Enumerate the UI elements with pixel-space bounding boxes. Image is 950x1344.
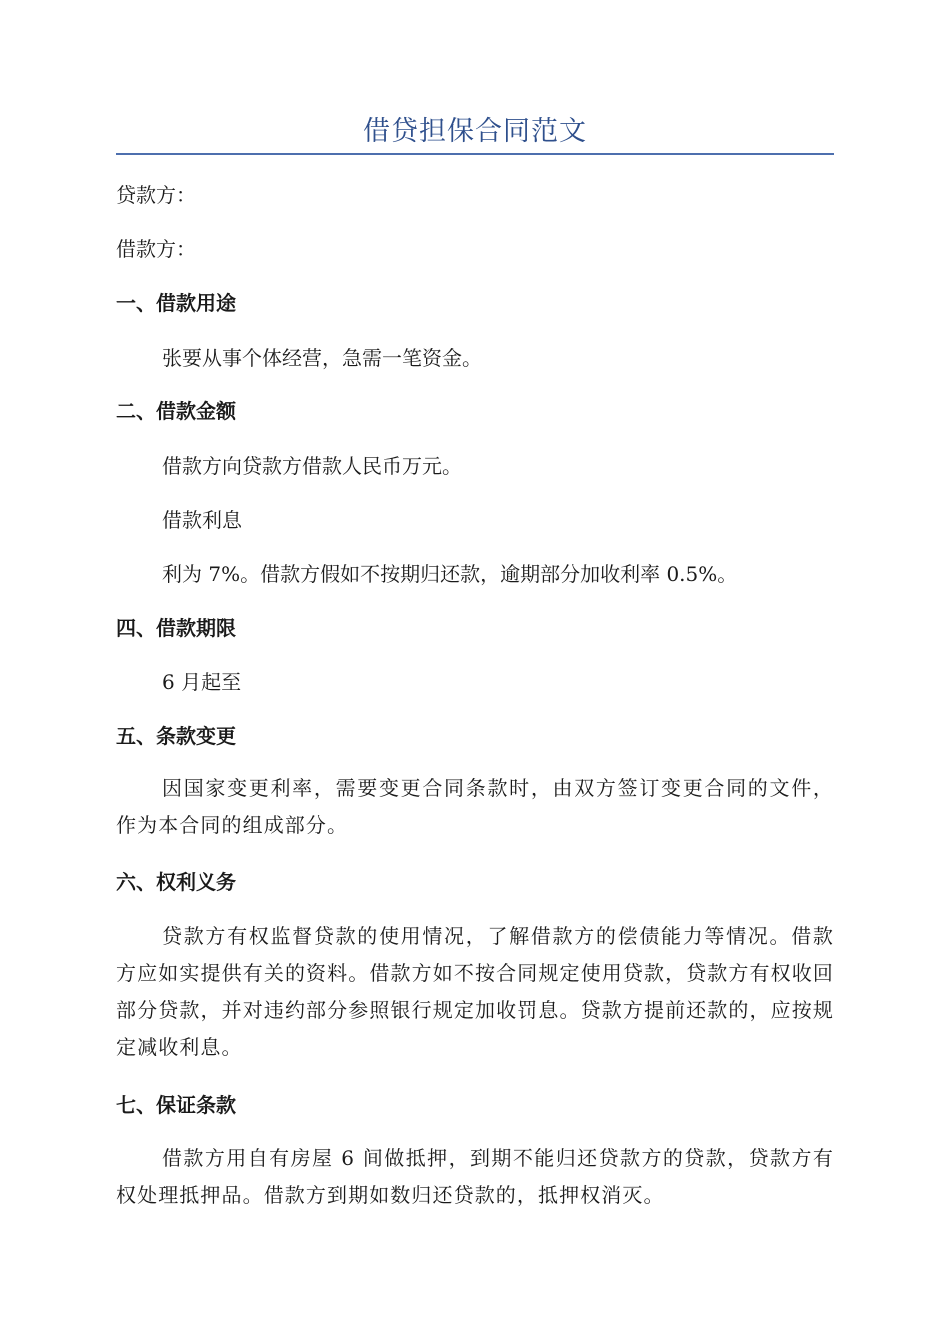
document-title: 借贷担保合同范文	[363, 116, 587, 147]
section-text-purpose: 张要从事个体经营，急需一笔资金。	[162, 346, 482, 370]
section-heading-guarantee: 七、保证条款	[116, 1093, 236, 1117]
lender-label: 贷款方：	[116, 183, 196, 207]
section-heading-term: 四、借款期限	[116, 616, 236, 640]
section-text-changes: 因国家变更利率，需要变更合同条款时，由双方签订变更合同的文件，作为本合同的组成部分。	[116, 776, 834, 837]
section-text-amount: 借款方向贷款方借款人民币万元。	[162, 454, 462, 478]
section-text-guarantee: 借款方用自有房屋 6 间做抵押，到期不能归还贷款方的贷款，贷款方有权处理抵押品。借款方到期如数归还贷款的，抵押权消灭。	[116, 1146, 834, 1207]
section-heading-amount: 二、借款金额	[116, 399, 236, 423]
section-heading-rights: 六、权利义务	[116, 870, 236, 894]
borrower-label: 借款方：	[116, 237, 196, 261]
section-heading-changes: 五、条款变更	[116, 724, 236, 748]
title-underline	[116, 153, 834, 155]
section-text-interest: 利为 7%。借款方假如不按期归还款，逾期部分加收利率 0.5%。	[162, 562, 738, 586]
section-heading-purpose: 一、借款用途	[116, 291, 236, 315]
section-text-rights: 贷款方有权监督贷款的使用情况，了解借款方的偿债能力等情况。借款方应如实提供有关的资料。借款方如不按合同规定使用贷款，贷款方有权收回部分贷款，并对违约部分参照银行规定加收罚息。贷款方提前还款的，应按规定减收利息。	[116, 924, 834, 1059]
section-text-term: 6 月起至	[162, 670, 242, 694]
section-heading-interest: 借款利息	[162, 508, 242, 532]
